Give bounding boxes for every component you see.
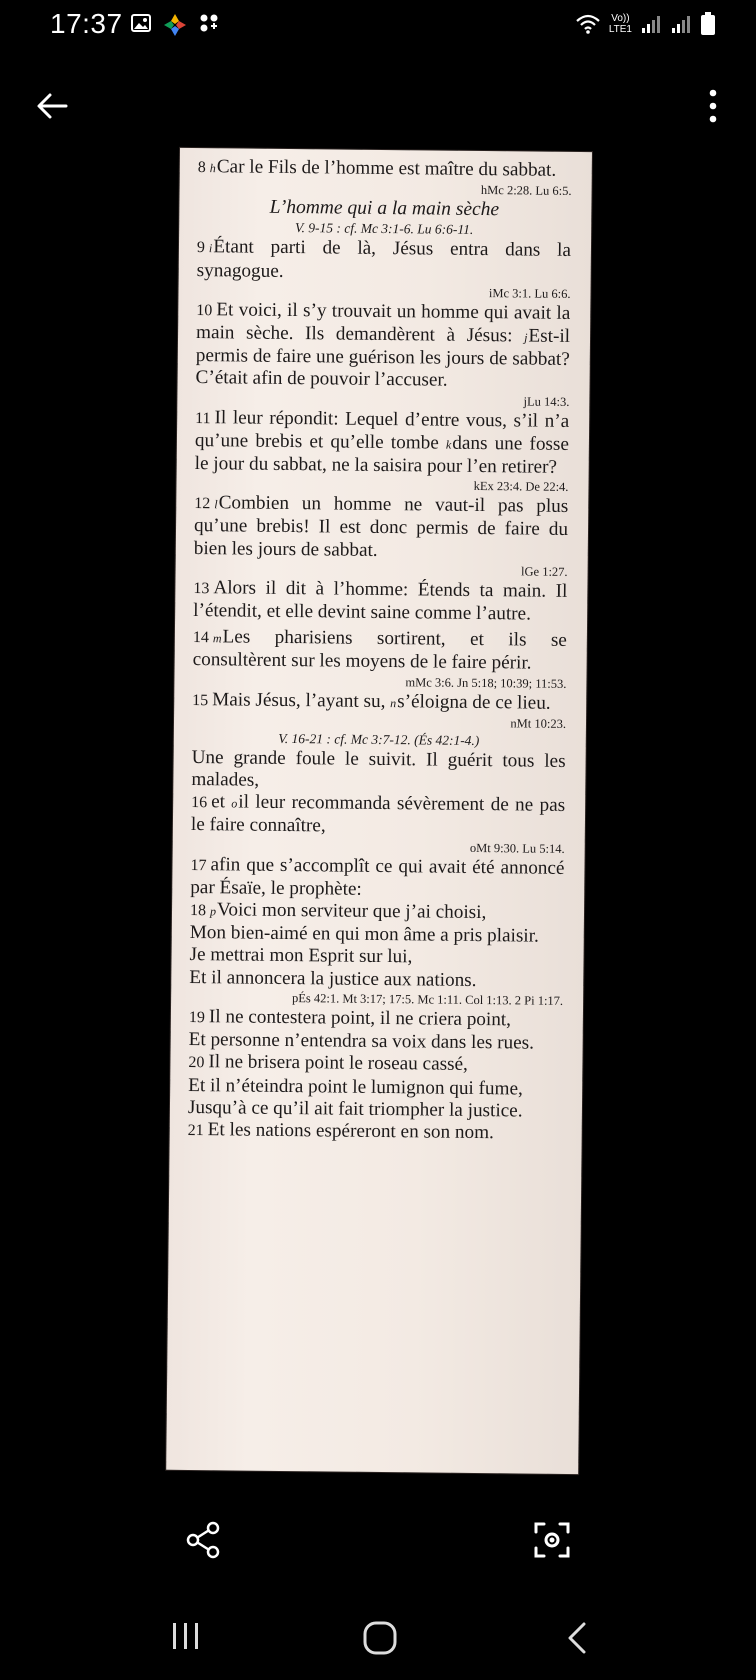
poem-line: Jusqu’à ce qu’il ait fait triompher la justice. (187, 1096, 523, 1122)
verse-17 (190, 854, 564, 903)
nav-back-button[interactable] (564, 1620, 590, 1656)
verse-text-continued: dans une fosse le jour du sabbat, ne la saisira pour l’en retirer? (194, 432, 570, 478)
visual-search-button[interactable] (532, 1520, 572, 1560)
volte-indicator (609, 13, 632, 35)
verse-text: Les pharisiens sortirent, et ils se consultèrent sur les moyens de le faire périr. (192, 626, 567, 675)
verse-number: 11 (195, 409, 211, 427)
section-heading: L’homme qui a la main sèche (269, 196, 500, 221)
reference-mark: o (231, 796, 238, 811)
verse-text-continued: Est-il permis de faire une guérison les jours de sabbat? C’était afin de pouvoir l’accuser. (195, 325, 571, 392)
system-status-icons (575, 12, 716, 36)
verse-number: 17 (190, 856, 207, 874)
dots-icon (198, 12, 220, 34)
verse-12 (194, 492, 569, 564)
reference-mark: n (390, 695, 397, 710)
cross-reference: iMc 3:1. Lu 6:6. (488, 285, 571, 301)
verse-number: 21 (187, 1121, 204, 1140)
verse-text: Mais Jésus, l’ayant su, (212, 688, 391, 712)
crowd-paragraph: Une grande foule le suivit. Il guérit tous les malades, (191, 746, 566, 791)
poem-line: Je mettrai mon Esprit sur lui, (189, 944, 413, 968)
cross-reference: mMc 3:6. Jn 5:18; 10:39; 11:53. (405, 674, 567, 691)
verse-text-continued: il leur recommanda sévèrement de ne pas le faire connaître, (190, 791, 566, 837)
reference-mark: k (445, 437, 452, 452)
wifi-icon (575, 13, 601, 35)
nav-back-icon (564, 1620, 590, 1656)
cross-reference: hMc 2:28. Lu 6:5. (480, 183, 572, 199)
verse-number: 10 (196, 301, 213, 320)
gallery-icon (130, 12, 152, 34)
verse-13 (193, 577, 567, 626)
verse-16 (191, 791, 565, 840)
app-icon (162, 12, 188, 38)
signal-icon (670, 13, 692, 35)
poem-line: Mon bien-aimé en qui mon âme a pris plaisir. (189, 922, 539, 947)
more-options-button[interactable] (698, 84, 728, 128)
verse-21-line-1 (188, 1119, 562, 1146)
verse-number: 8 (197, 159, 206, 177)
reference-mark: m (212, 631, 222, 646)
poem-line: Et personne n’entendra sa voix dans les rues. (188, 1029, 535, 1054)
volte-label: Vo)) (611, 13, 630, 24)
reference-mark: i (208, 241, 213, 256)
verse-number: 15 (192, 691, 209, 709)
verse-text: Alors il dit à l’homme: Étends ta main. Il l’étendit, et elle devint saine comme l’autre. (193, 577, 568, 625)
lte-label: LTE1 (608, 24, 632, 35)
verse-text: Il leur répondit: Lequel d’entre vous, s’il n’a qu’une brebis et qu’elle tombe (194, 406, 570, 454)
status-time: 17:37 (50, 8, 123, 39)
reference-mark: j (524, 330, 528, 345)
photo-viewer-image[interactable] (166, 148, 592, 1474)
viewer-toolbar (0, 70, 756, 140)
verse-number: 18 (189, 902, 207, 920)
verse-number: 19 (188, 1008, 205, 1027)
verse-text: Combien un homme ne vaut-il pas plus qu’une brebis! Il est donc permis de faire du bien les jours de sabbat. (193, 492, 569, 561)
verse-10 (195, 299, 570, 394)
cross-reference: jLu 14:3. (523, 394, 570, 409)
poem-line: Et il annoncera la justice aux nations. (189, 966, 477, 991)
verse-text-continued: s’éloigna de ce lieu. (397, 690, 551, 714)
reference-mark: p (209, 904, 217, 919)
verse-9 (197, 236, 571, 285)
verse-20-line-1 (188, 1051, 562, 1078)
reference-mark: l (214, 497, 218, 512)
verse-number: 12 (194, 495, 211, 513)
section-reference: V. 9-15 : cf. Mc 3:1-6. Lu 6:6-11. (294, 220, 474, 238)
cross-reference: lGe 1:27. (520, 564, 568, 579)
verse-text: Étant parti de là, Jésus entra dans la synagogue. (196, 236, 572, 282)
verse-8 (198, 156, 572, 183)
section-reference: V. 16-21 : cf. Mc 3:7-12. (És 42:1-4.) (278, 730, 480, 748)
poem-line: Il ne brisera point le roseau cassé, (208, 1051, 469, 1076)
verse-text: Car le Fils de l’homme est maître du sabbat. (216, 156, 557, 181)
cross-reference: oMt 9:30. Lu 5:14. (469, 840, 565, 856)
verse-text: et (211, 791, 232, 813)
bible-page (188, 156, 572, 1146)
verse-text: Et voici, il s’y trouvait un homme qui avait la main sèche. Ils demandèrent à Jésus: (195, 299, 571, 347)
back-button[interactable] (30, 84, 74, 128)
system-navigation-bar (0, 1612, 756, 1662)
verse-11 (195, 407, 570, 480)
verse-text: afin que s’accomplît ce qui avait été annoncé par Ésaïe, le prophète: (190, 853, 565, 900)
home-button[interactable] (362, 1620, 398, 1656)
verse-number: 16 (191, 794, 208, 812)
verse-14 (193, 626, 567, 675)
share-icon (184, 1520, 224, 1560)
reference-mark: h (209, 161, 216, 176)
home-icon (362, 1620, 398, 1656)
lens-icon (532, 1520, 572, 1560)
poem-line: Et il n’éteindra point le lumignon qui fume, (188, 1074, 523, 1099)
signal-icon (640, 13, 662, 35)
battery-icon (700, 12, 716, 36)
cross-reference: pÉs 42:1. Mt 3:17; 17:5. Mc 1:11. Col 1:13. 2 Pi 1:17. (291, 990, 564, 1008)
verse-number: 13 (193, 579, 210, 598)
cross-reference: kEx 23:4. De 22:4. (473, 479, 569, 495)
share-button[interactable] (184, 1520, 224, 1560)
verse-number: 20 (188, 1054, 205, 1072)
verse-number: 9 (196, 239, 206, 257)
cross-reference: nMt 10:23. (510, 716, 567, 731)
image-actions-bar (0, 1520, 756, 1560)
quoted-poem (188, 899, 565, 1146)
notification-icons (130, 12, 220, 38)
poem-line: Voici mon serviteur que j’ai choisi, (216, 899, 487, 924)
arrow-left-icon (30, 84, 74, 128)
verse-15 (192, 689, 566, 716)
recents-button[interactable] (168, 1620, 204, 1652)
verse-number: 14 (192, 629, 209, 647)
poem-line: Il ne contestera point, il ne criera point, (208, 1006, 512, 1031)
status-bar (0, 0, 756, 56)
recents-icon (168, 1620, 204, 1652)
more-vert-icon (698, 84, 728, 128)
poem-line: Et les nations espéreront en son nom. (207, 1119, 494, 1144)
